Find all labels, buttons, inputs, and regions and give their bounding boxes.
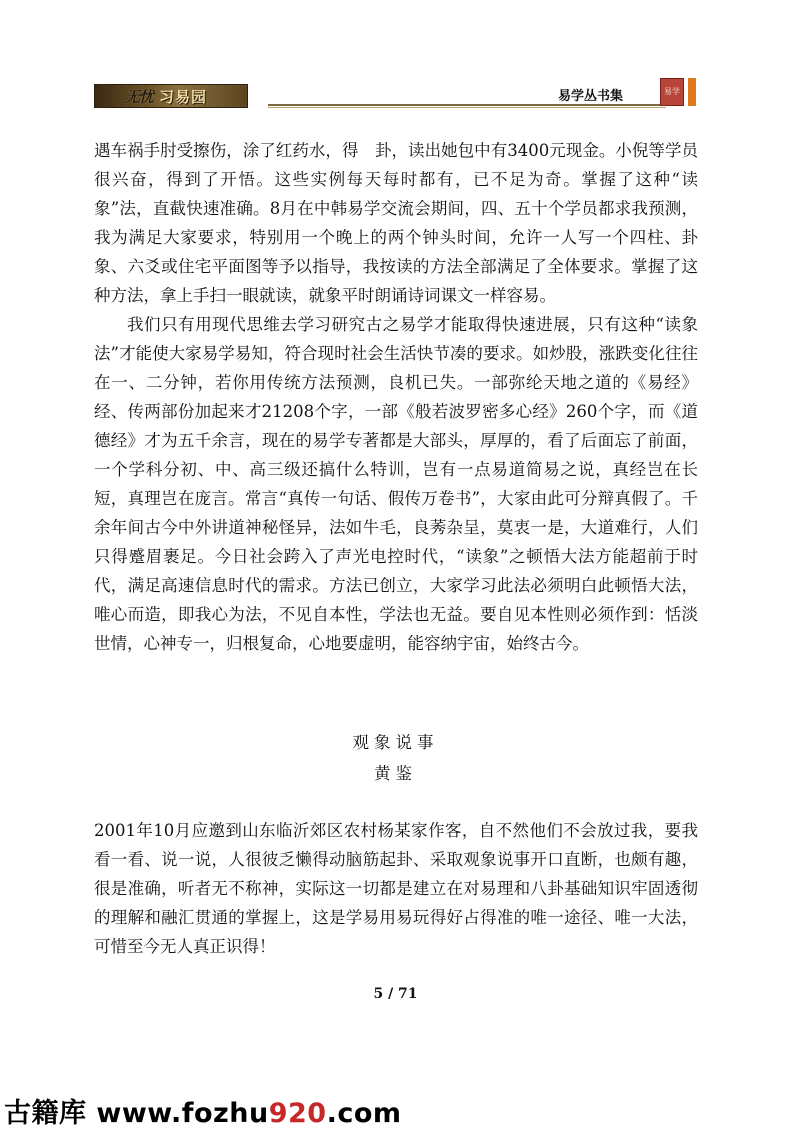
page-body bbox=[94, 136, 698, 658]
body-paragraph-1: 遇车祸手肘受擦伤，涂了红药水，得 卦，读出她包中有3400元现金。小倪等学员很兴奋，得到了开悟。这些实例每天每时都有，已不足为奇。掌握了这种“读象”法，直截快速准确。8月在中韩易学交流会期间，四、五十个学员都求我预测，我为满足大家要求，特别用一个晚上的两个钟头时间，允许一人写一个四柱、卦象、六爻或住宅平面图等予以指导，我按读的方法全部满足了全体要求。掌握了这种方法，拿上手扫一眼就读，就象平时朗诵诗词课文一样容易。 bbox=[94, 141, 698, 305]
header-accent-bar bbox=[688, 78, 696, 106]
body-paragraph-2: 我们只有用现代思维去学习研究古之易学才能取得快速进展，只有这种“读象法”才能使大家易学易知，符合现时社会生活快节凑的要求。如炒股，涨跌变化往往在一、二分钟，若你用传统方法预测，良机已失。一部弥纶天地之道的《易经》经、传两部份加起来才21208个字，一部《般若波罗密多心经》260个字，而《道德经》才为五千余言，现在的易学专著都是大部头，厚厚的，看了后面忘了前面，一个学科分初、中、高三级还搞什么特训，岂有一点易道简易之说，真经岂在长短，真理岂在庞言。常言“真传一句话、假传万卷书”，大家由此可分辩真假了。千余年间古今中外讲道神秘怪异，法如牛毛，良莠杂呈，莫衷一是，大道难行，人们只得蹙眉裹足。今日社会跨入了声光电控时代，“读象”之顿悟大法方能超前于时代，满足高速信息时代的需求。方法已创立，大家学习此法必须明白此顿悟大法，唯心而造，即我心为法，不见自本性，学法也无益。要自见本性则必须作到：恬淡世情，心神专一，归根复命，心地要虚明，能容纳宇宙，始终古今。 bbox=[94, 315, 698, 653]
watermark-number: 920 bbox=[268, 1098, 327, 1129]
logo-name: 习易园 bbox=[159, 87, 208, 106]
section-body bbox=[94, 816, 698, 961]
section-author: 黄鉴 bbox=[374, 764, 417, 783]
seal-text: 易学 bbox=[664, 87, 680, 96]
seal-stamp bbox=[660, 78, 684, 106]
site-watermark bbox=[4, 1091, 402, 1130]
series-title: 易学丛书集 bbox=[558, 89, 624, 104]
section-title: 观象说事 bbox=[352, 733, 439, 752]
section-paragraph-1: 2001年10月应邀到山东临沂郊区农村杨某家作客，自不然他们不会放过我，要我看一看、说一说，人很彼乏懒得动脑筋起卦、采取观象说事开口直断，也颇有趣，很是准确，听者无不称神，实际这一切都是建立在对易理和八卦基础知识牢固透彻的理解和融汇贯通的掌握上，这是学易用易玩得好占得准的唯一途径、唯一大法，可惜至今无人真正识得！ bbox=[94, 821, 698, 956]
watermark-prefix: 古籍库 www.fozhu bbox=[4, 1098, 269, 1129]
header-rule-thin bbox=[268, 107, 666, 108]
header-rule bbox=[268, 104, 666, 106]
watermark-suffix: .com bbox=[326, 1098, 402, 1129]
page-number: 5 / 71 bbox=[373, 986, 418, 1002]
logo-calligraphy: 无忧 bbox=[125, 87, 154, 106]
site-logo bbox=[94, 84, 248, 108]
